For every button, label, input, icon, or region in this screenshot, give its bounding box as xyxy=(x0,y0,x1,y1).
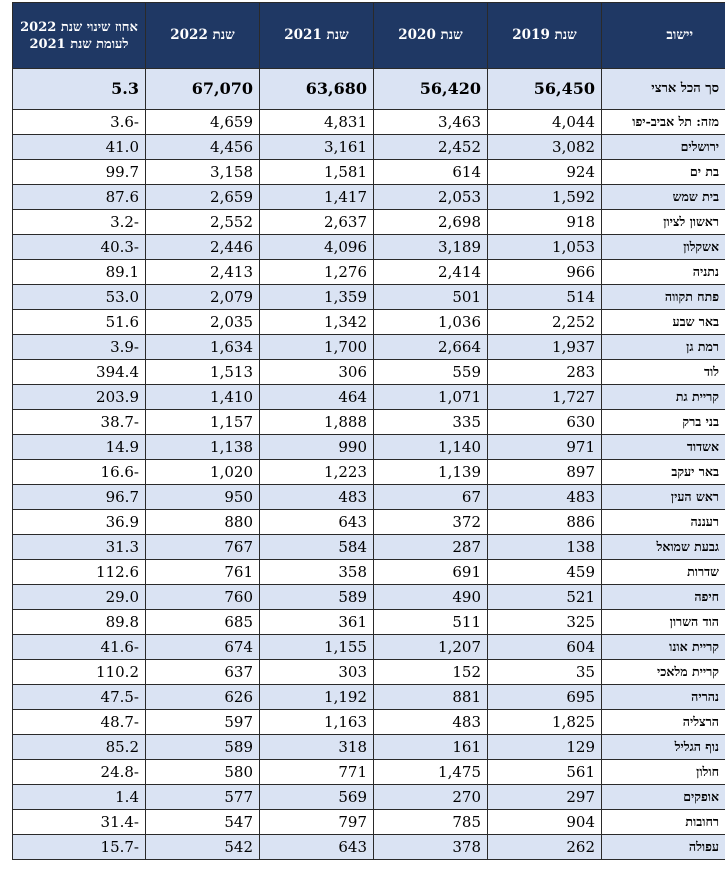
cell-2022: 2,079 xyxy=(146,285,260,310)
cell-2022: 626 xyxy=(146,685,260,710)
cell-change: 53.0 xyxy=(13,285,146,310)
cell-change: 48.7- xyxy=(13,710,146,735)
cell-change: 31.4- xyxy=(13,810,146,835)
cell-2019: 1,727 xyxy=(488,385,602,410)
total-locality: סך הכל ארצי xyxy=(602,69,725,110)
cell-change: 38.7- xyxy=(13,410,146,435)
cell-change: 89.1 xyxy=(13,260,146,285)
header-row xyxy=(13,3,725,69)
cell-change: 96.7 xyxy=(13,485,146,510)
cell-2021: 1,276 xyxy=(260,260,374,285)
table-row xyxy=(13,360,725,385)
cell-2020: 67 xyxy=(374,485,488,510)
cell-2019: 1,937 xyxy=(488,335,602,360)
cell-2021: 1,163 xyxy=(260,710,374,735)
cell-2022: 1,138 xyxy=(146,435,260,460)
cell-2019: 1,825 xyxy=(488,710,602,735)
cell-2022: 880 xyxy=(146,510,260,535)
cell-2020: 1,139 xyxy=(374,460,488,485)
cell-change: 41.0 xyxy=(13,135,146,160)
cell-2022: 950 xyxy=(146,485,260,510)
cell-2022: 674 xyxy=(146,635,260,660)
table-row xyxy=(13,310,725,335)
cell-2019: 459 xyxy=(488,560,602,585)
cell-change: 14.9 xyxy=(13,435,146,460)
header-locality: יישוב xyxy=(602,3,725,69)
cell-2022: 4,659 xyxy=(146,110,260,135)
cell-2021: 1,700 xyxy=(260,335,374,360)
cell-2021: 1,192 xyxy=(260,685,374,710)
cell-change: 24.8- xyxy=(13,760,146,785)
cell-2019: 129 xyxy=(488,735,602,760)
cell-2019: 971 xyxy=(488,435,602,460)
table-row xyxy=(13,560,725,585)
table-row xyxy=(13,460,725,485)
cell-locality: פתח תקווה xyxy=(602,285,725,310)
cell-2022: 577 xyxy=(146,785,260,810)
cell-2020: 161 xyxy=(374,735,488,760)
cell-2019: 904 xyxy=(488,810,602,835)
cell-locality: אשקלון xyxy=(602,235,725,260)
cell-2022: 2,446 xyxy=(146,235,260,260)
cell-2020: 335 xyxy=(374,410,488,435)
cell-2020: 372 xyxy=(374,510,488,535)
cell-locality: אופקים xyxy=(602,785,725,810)
table-row xyxy=(13,285,725,310)
cell-locality: רעננה xyxy=(602,510,725,535)
cell-2020: 1,140 xyxy=(374,435,488,460)
cell-locality: הרצליה xyxy=(602,710,725,735)
cell-2022: 760 xyxy=(146,585,260,610)
cell-2022: 767 xyxy=(146,535,260,560)
table-row xyxy=(13,735,725,760)
total-2019: 56,450 xyxy=(488,69,602,110)
cell-2021: 4,831 xyxy=(260,110,374,135)
cell-2021: 358 xyxy=(260,560,374,585)
cell-2021: 771 xyxy=(260,760,374,785)
cell-2019: 561 xyxy=(488,760,602,785)
cell-change: 36.9 xyxy=(13,510,146,535)
cell-2021: 1,342 xyxy=(260,310,374,335)
table-row xyxy=(13,585,725,610)
cell-change: 31.3 xyxy=(13,535,146,560)
table-row xyxy=(13,610,725,635)
table-row xyxy=(13,435,725,460)
cell-2020: 511 xyxy=(374,610,488,635)
cell-change: 203.9 xyxy=(13,385,146,410)
cell-locality: שדרות xyxy=(602,560,725,585)
cell-2019: 695 xyxy=(488,685,602,710)
cell-2022: 2,552 xyxy=(146,210,260,235)
cell-2019: 918 xyxy=(488,210,602,235)
cell-2020: 287 xyxy=(374,535,488,560)
cell-change: 41.6- xyxy=(13,635,146,660)
cell-2019: 630 xyxy=(488,410,602,435)
cell-locality: נהריה xyxy=(602,685,725,710)
cell-locality: רחובות xyxy=(602,810,725,835)
table-row xyxy=(13,685,725,710)
cell-2021: 464 xyxy=(260,385,374,410)
table-row xyxy=(13,635,725,660)
cell-2020: 2,698 xyxy=(374,210,488,235)
cell-2019: 1,053 xyxy=(488,235,602,260)
cell-2020: 785 xyxy=(374,810,488,835)
table-row xyxy=(13,260,725,285)
cell-change: 112.6 xyxy=(13,560,146,585)
cell-2019: 514 xyxy=(488,285,602,310)
cell-2020: 3,189 xyxy=(374,235,488,260)
cell-change: 110.2 xyxy=(13,660,146,685)
cell-2021: 1,417 xyxy=(260,185,374,210)
total-row xyxy=(13,69,725,110)
table-row xyxy=(13,135,725,160)
cell-2019: 4,044 xyxy=(488,110,602,135)
cell-2020: 559 xyxy=(374,360,488,385)
table-row xyxy=(13,760,725,785)
cell-2022: 2,659 xyxy=(146,185,260,210)
cell-2019: 897 xyxy=(488,460,602,485)
cell-change: 29.0 xyxy=(13,585,146,610)
cell-2020: 501 xyxy=(374,285,488,310)
cell-2019: 483 xyxy=(488,485,602,510)
cell-locality: באר יעקב xyxy=(602,460,725,485)
header-2022: שנת 2022 xyxy=(146,3,260,69)
cell-2019: 283 xyxy=(488,360,602,385)
cell-2022: 3,158 xyxy=(146,160,260,185)
cell-2020: 1,071 xyxy=(374,385,488,410)
cell-2021: 584 xyxy=(260,535,374,560)
cell-change: 3.2- xyxy=(13,210,146,235)
table-row xyxy=(13,235,725,260)
table-row xyxy=(13,110,725,135)
cell-2021: 990 xyxy=(260,435,374,460)
table-row xyxy=(13,160,725,185)
cell-2022: 2,035 xyxy=(146,310,260,335)
cell-2021: 1,155 xyxy=(260,635,374,660)
cell-2019: 3,082 xyxy=(488,135,602,160)
cell-2022: 2,413 xyxy=(146,260,260,285)
header-2021: שנת 2021 xyxy=(260,3,374,69)
table-row xyxy=(13,185,725,210)
localities-table xyxy=(12,2,725,860)
cell-locality: ראש העין xyxy=(602,485,725,510)
table-row xyxy=(13,385,725,410)
header-2020: שנת 2020 xyxy=(374,3,488,69)
cell-2021: 569 xyxy=(260,785,374,810)
data-table-container xyxy=(12,2,719,860)
header-2019: שנת 2019 xyxy=(488,3,602,69)
cell-2021: 1,359 xyxy=(260,285,374,310)
table-row xyxy=(13,660,725,685)
table-row xyxy=(13,710,725,735)
cell-2020: 152 xyxy=(374,660,488,685)
table-row xyxy=(13,785,725,810)
cell-locality: אשדוד xyxy=(602,435,725,460)
cell-change: 3.6- xyxy=(13,110,146,135)
cell-2020: 3,463 xyxy=(374,110,488,135)
cell-change: 394.4 xyxy=(13,360,146,385)
table-row xyxy=(13,510,725,535)
cell-locality: קריית מלאכי xyxy=(602,660,725,685)
cell-2021: 643 xyxy=(260,835,374,860)
table-row xyxy=(13,485,725,510)
cell-locality: רמת גן xyxy=(602,335,725,360)
cell-2019: 521 xyxy=(488,585,602,610)
cell-2022: 1,410 xyxy=(146,385,260,410)
cell-2019: 924 xyxy=(488,160,602,185)
total-change: 5.3 xyxy=(13,69,146,110)
cell-2022: 597 xyxy=(146,710,260,735)
table-row xyxy=(13,335,725,360)
cell-2020: 270 xyxy=(374,785,488,810)
cell-2021: 318 xyxy=(260,735,374,760)
cell-2020: 2,053 xyxy=(374,185,488,210)
cell-change: 47.5- xyxy=(13,685,146,710)
cell-2019: 604 xyxy=(488,635,602,660)
cell-2019: 138 xyxy=(488,535,602,560)
cell-2020: 1,207 xyxy=(374,635,488,660)
cell-2021: 643 xyxy=(260,510,374,535)
cell-locality: עפולה xyxy=(602,835,725,860)
cell-2022: 685 xyxy=(146,610,260,635)
cell-locality: גבעת שמואל xyxy=(602,535,725,560)
cell-change: 1.4 xyxy=(13,785,146,810)
cell-locality: ראשון לציון xyxy=(602,210,725,235)
cell-2019: 262 xyxy=(488,835,602,860)
cell-2022: 589 xyxy=(146,735,260,760)
cell-2022: 1,157 xyxy=(146,410,260,435)
cell-locality: חולון xyxy=(602,760,725,785)
cell-locality: נתניה xyxy=(602,260,725,285)
cell-2021: 361 xyxy=(260,610,374,635)
cell-2022: 637 xyxy=(146,660,260,685)
total-2022: 67,070 xyxy=(146,69,260,110)
table-row xyxy=(13,810,725,835)
cell-locality: מזה: תל אביב-יפו xyxy=(602,110,725,135)
cell-locality: קריית גת xyxy=(602,385,725,410)
total-2021: 63,680 xyxy=(260,69,374,110)
table-row xyxy=(13,410,725,435)
cell-2022: 1,634 xyxy=(146,335,260,360)
cell-locality: נוף הגליל xyxy=(602,735,725,760)
cell-change: 40.3- xyxy=(13,235,146,260)
cell-change: 99.7 xyxy=(13,160,146,185)
cell-2019: 35 xyxy=(488,660,602,685)
cell-2019: 1,592 xyxy=(488,185,602,210)
cell-2019: 325 xyxy=(488,610,602,635)
cell-2022: 1,020 xyxy=(146,460,260,485)
cell-2022: 761 xyxy=(146,560,260,585)
cell-2020: 881 xyxy=(374,685,488,710)
cell-2021: 4,096 xyxy=(260,235,374,260)
cell-2022: 4,456 xyxy=(146,135,260,160)
cell-locality: בית שמש xyxy=(602,185,725,210)
cell-2019: 966 xyxy=(488,260,602,285)
cell-2020: 2,452 xyxy=(374,135,488,160)
cell-locality: בני ברק xyxy=(602,410,725,435)
cell-2021: 2,637 xyxy=(260,210,374,235)
cell-2020: 1,475 xyxy=(374,760,488,785)
cell-change: 85.2 xyxy=(13,735,146,760)
cell-change: 3.9- xyxy=(13,335,146,360)
cell-2019: 2,252 xyxy=(488,310,602,335)
cell-2019: 886 xyxy=(488,510,602,535)
cell-2021: 303 xyxy=(260,660,374,685)
cell-2021: 797 xyxy=(260,810,374,835)
cell-2019: 297 xyxy=(488,785,602,810)
cell-locality: באר שבע xyxy=(602,310,725,335)
total-2020: 56,420 xyxy=(374,69,488,110)
cell-2021: 1,223 xyxy=(260,460,374,485)
cell-2020: 614 xyxy=(374,160,488,185)
table-row xyxy=(13,210,725,235)
cell-locality: קריית אונו xyxy=(602,635,725,660)
cell-2021: 3,161 xyxy=(260,135,374,160)
cell-2020: 483 xyxy=(374,710,488,735)
cell-2020: 490 xyxy=(374,585,488,610)
cell-locality: הוד השרון xyxy=(602,610,725,635)
table-row xyxy=(13,835,725,860)
cell-2021: 1,581 xyxy=(260,160,374,185)
cell-2021: 1,888 xyxy=(260,410,374,435)
cell-change: 16.6- xyxy=(13,460,146,485)
cell-2022: 547 xyxy=(146,810,260,835)
cell-2021: 483 xyxy=(260,485,374,510)
cell-2020: 691 xyxy=(374,560,488,585)
cell-2021: 306 xyxy=(260,360,374,385)
cell-2022: 1,513 xyxy=(146,360,260,385)
cell-locality: ירושלים xyxy=(602,135,725,160)
cell-2022: 580 xyxy=(146,760,260,785)
cell-change: 15.7- xyxy=(13,835,146,860)
cell-2020: 2,414 xyxy=(374,260,488,285)
cell-2021: 589 xyxy=(260,585,374,610)
table-row xyxy=(13,535,725,560)
cell-locality: בת ים xyxy=(602,160,725,185)
cell-change: 89.8 xyxy=(13,610,146,635)
cell-2020: 2,664 xyxy=(374,335,488,360)
cell-locality: לוד xyxy=(602,360,725,385)
cell-2020: 1,036 xyxy=(374,310,488,335)
cell-change: 87.6 xyxy=(13,185,146,210)
cell-change: 51.6 xyxy=(13,310,146,335)
cell-2022: 542 xyxy=(146,835,260,860)
cell-2020: 378 xyxy=(374,835,488,860)
header-change: אחוז שינוי שנת 2022 לעומת שנת 2021 xyxy=(13,3,146,69)
cell-locality: חיפה xyxy=(602,585,725,610)
